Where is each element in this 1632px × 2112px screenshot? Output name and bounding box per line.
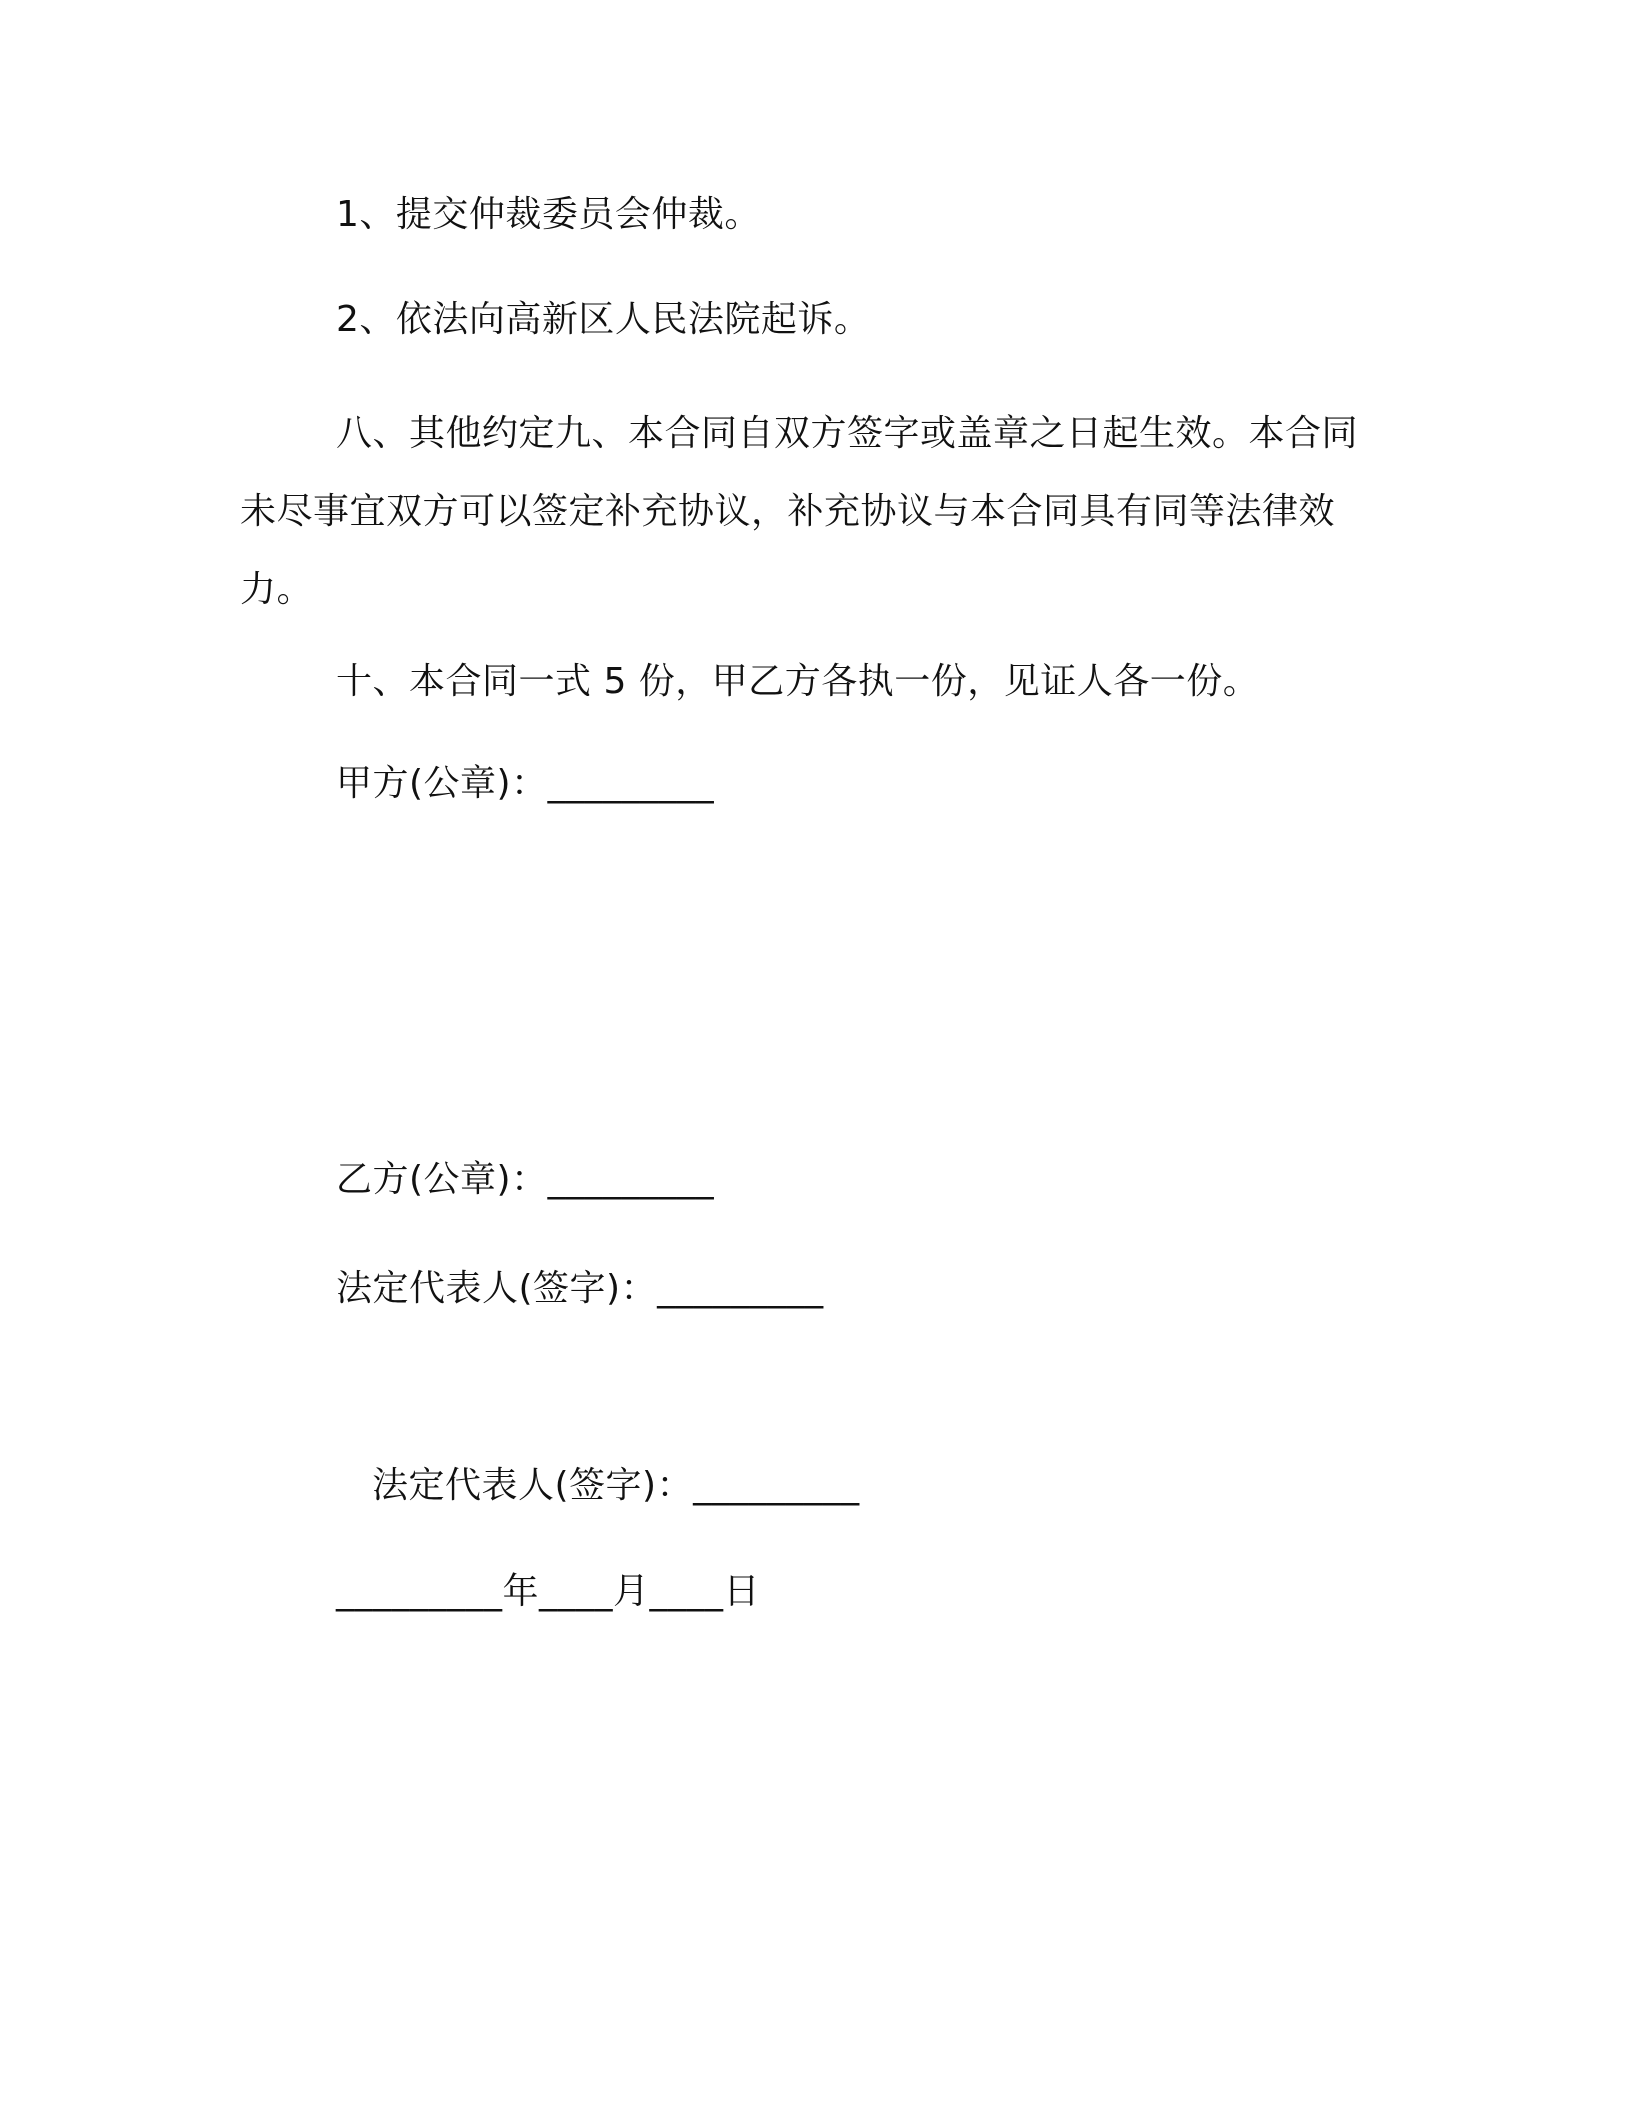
party-a-seal-line: 甲方(公章)：_________ [336,763,715,804]
party-b-seal-line: 乙方(公章)：_________ [336,1159,715,1200]
effective-date-clause: 八、其他约定九、本合同自双方签字或盖章之日起生效。本合同未尽事宜双方可以签定补充协议，补充协议与本合同具有同等法律效力。 [240,413,1359,610]
signing-date-line: _________年____月____日 [336,1571,760,1612]
legal-representative-signature-line: 法定代表人(签字)：_________ [336,1268,824,1309]
litigation-option-item: 2、依法向高新区人民法院起诉。 [336,299,871,340]
legal-representative-signature-line: 法定代表人(签字)：_________ [372,1465,860,1506]
copies-clause: 十、本合同一式 5 份，甲乙方各执一份，见证人各一份。 [336,661,1260,702]
arbitration-option-item: 1、提交仲裁委员会仲裁。 [336,194,761,235]
